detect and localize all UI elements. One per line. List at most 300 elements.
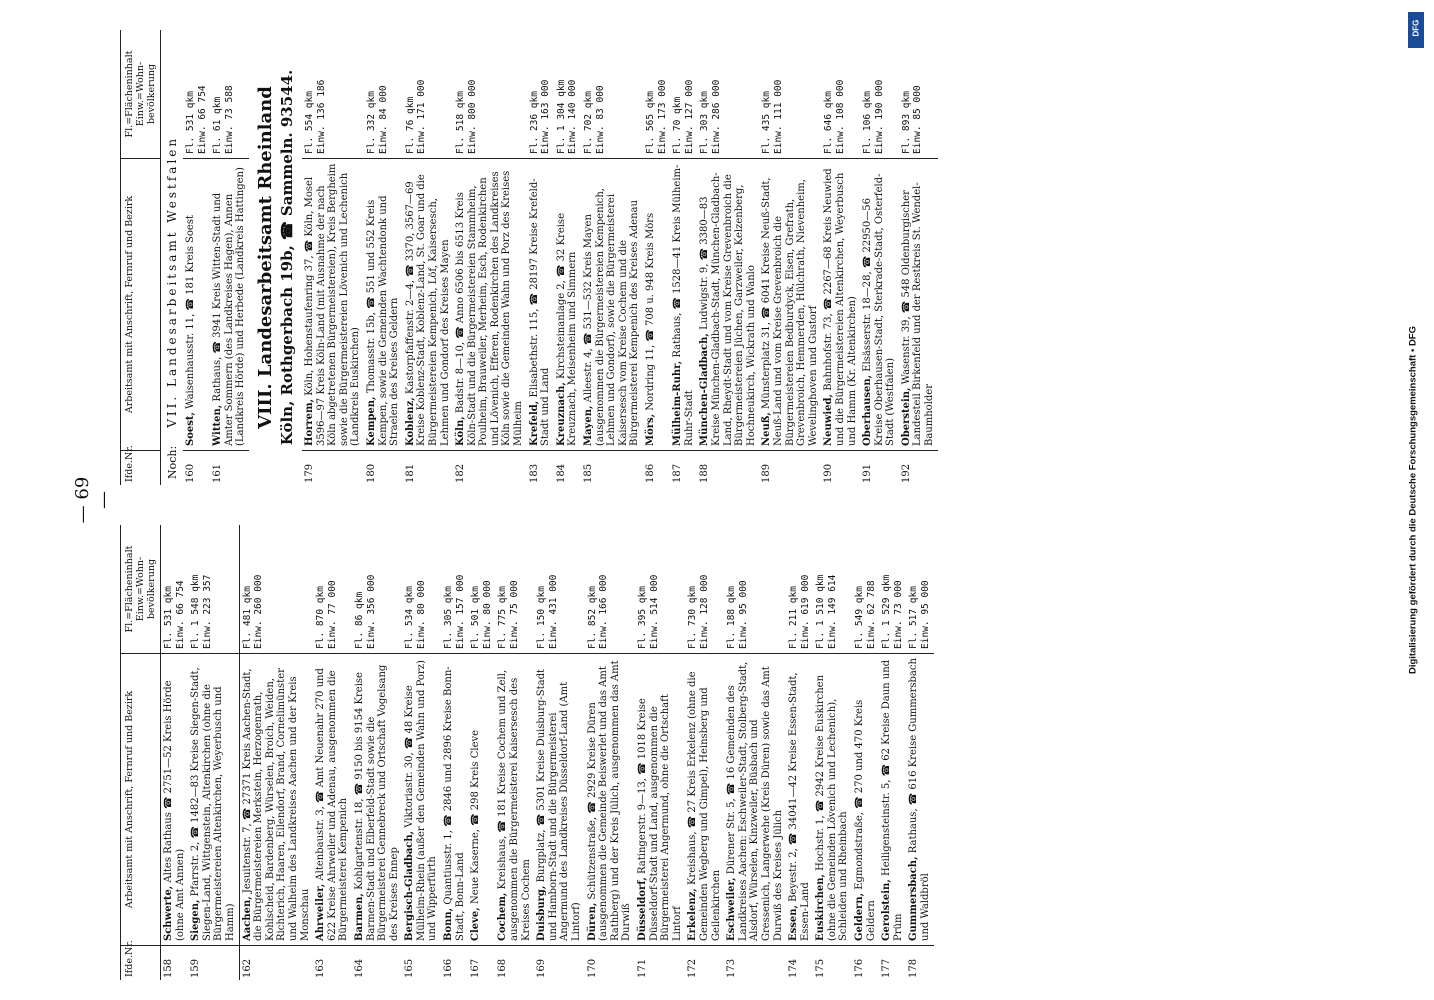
office-entry — [534, 654, 584, 946]
area-population — [527, 30, 554, 159]
office-details: Wasenstr. 39, ☎ 548 Oldenburgischer Landesteil Birkenfeld und der Restkreis St. Wendel-Baumholder — [900, 182, 936, 446]
entry-number: 191 — [862, 463, 874, 483]
area-value: Fl. 531 qkm — [163, 586, 174, 649]
dfg-logo: DFG — [1408, 12, 1424, 48]
area-population — [302, 30, 364, 159]
right-rows-rheinland — [302, 30, 938, 485]
entry-number: 162 — [241, 958, 253, 978]
office-details: Elisabethstr. 115, ☎ 28197 Kreise Krefeld-Stadt und Land — [528, 178, 552, 446]
office-entry — [813, 654, 852, 946]
office-details: Rathaus, ☎ 1528—41 Kreis Mülheim-Ruhr-Stadt — [672, 164, 695, 446]
area-value: Fl. 70 qkm — [672, 96, 684, 154]
office-entry — [759, 159, 821, 451]
table-row — [554, 30, 581, 485]
header-no: Ifde.Nr. — [124, 445, 135, 482]
table-row — [403, 30, 453, 485]
office-details: Viktoriastr. 30, ☎ 48 Kreise Mülheim-Rhein (außer den Gemeinden Wahn und Porz) und Wipperfürth — [404, 660, 439, 941]
area-value: Fl. 1 304 qkm — [555, 79, 567, 154]
right-column — [120, 30, 938, 485]
entry-number: 174 — [788, 958, 800, 978]
digitization-note: Digitalisierung gefördert durch die Deutsche Forschungsgemeinschaft • DFG — [1407, 325, 1419, 675]
area-population — [685, 525, 724, 654]
office-name: Mörs, — [645, 413, 656, 446]
area-value: Fl. 517 qkm — [908, 586, 920, 649]
office-name: Kreuznach, — [555, 382, 567, 446]
office-entry — [554, 159, 581, 451]
entry-number: 190 — [823, 463, 835, 483]
office-entry — [403, 159, 453, 451]
area-population — [313, 525, 352, 654]
area-population — [581, 30, 643, 159]
table-row — [860, 30, 899, 485]
population-value: Einw. 800 000 — [466, 79, 478, 154]
table-row — [313, 525, 352, 980]
area-population — [670, 30, 697, 159]
office-name: Aachen, — [241, 896, 253, 941]
office-entry — [906, 654, 933, 946]
office-entry — [643, 159, 670, 451]
area-population — [635, 525, 685, 654]
area-population — [402, 525, 441, 654]
table-row — [786, 525, 813, 980]
population-value: Einw. 77 000 — [326, 580, 338, 649]
office-details: Köln, Hohenstaufenring 37, ☎ Köln, Mosel 3596—97 Kreis Köln-Land (mit Ausnahme der nach Köln abgetretenen Bürgermeistereien), Kreis Bergheim sowie die Bürgermeistereien Lövenich und Lechenich (Landkreis Euskirchen) — [303, 163, 362, 446]
office-entry — [899, 159, 938, 451]
header-area: Fl.=Flächeninhalt Einw.=Wohn-bevölkerung — [121, 525, 160, 654]
office-entry — [670, 159, 697, 451]
office-details: Münsterplatz 31, ☎ 6041 Kreise Neuß-Stadt, Neuß-Land und vom Kreise Grevenbroich die Bürgermeistereien Bedburdyck, Elsen, Grefrath, Grevenbroich, Hemmerden, Hülchrath, Nievenheim, Wevelinghoven und Gustorf — [761, 177, 819, 446]
area-population — [210, 30, 249, 159]
table-row — [534, 525, 584, 980]
table-row — [210, 30, 249, 485]
area-value: Fl. 332 qkm — [365, 91, 377, 154]
office-entry — [313, 654, 352, 946]
entry-number: 165 — [404, 958, 416, 978]
area-population — [906, 525, 933, 654]
office-details: Altenbaustr. 3, ☎ Amt Neuenahr 270 und 622 Kreise Ahrweiler und Adenau, ausgenommen die Bürgermeisterei Kempenich — [315, 668, 350, 941]
office-entry — [821, 159, 860, 451]
area-value: Fl. 188 qkm — [726, 586, 738, 649]
table-row — [468, 525, 495, 980]
office-details: Neue Kaserne, ☎ 298 Kreis Cleve — [470, 729, 482, 908]
office-entry — [495, 654, 534, 946]
entry-number: 175 — [815, 958, 827, 978]
office-entry — [210, 159, 249, 451]
area-population — [534, 525, 584, 654]
office-details: Kastorpfaffenstr. 2—4, ☎ 3370, 3567—69 Kreise Koblenz-Stadt, Koblenz-Land, St. Goar und die Bürgermeistereien Kempenich, Löf, Kaisersesch, Lehmen und Gondorf des Kreises Mayen — [404, 174, 451, 446]
population-value: Einw. 66 754 — [174, 580, 186, 649]
office-name: Soest, — [185, 412, 196, 446]
header-office: Arbeitsamt mit Anschrift, Fernruf und Bezirk — [121, 654, 160, 946]
entry-number: 160 — [185, 463, 196, 483]
office-name: Cochem, — [497, 892, 509, 941]
table-row — [364, 30, 403, 485]
population-value: Einw. 75 000 — [509, 580, 521, 649]
entry-number: 183 — [528, 463, 540, 483]
table-row — [183, 30, 210, 485]
table-row — [581, 30, 643, 485]
section-vii-heading — [161, 30, 183, 485]
area-value: Fl. 501 qkm — [470, 586, 482, 649]
area-value: Fl. 1 510 qkm — [815, 574, 827, 649]
table-row — [879, 525, 906, 980]
right-rows-west — [183, 30, 249, 485]
office-details: Dürener Str. 5, ☎ 16 Gemeinden des Landkreises Aachen: Eschweiler-Stadt, Stolberg-Stadt, Alsdorf, Würselen, Kinzweiler, Büsbach und Gressenich, Langerwehe (Kreis Düren) sowie das Amt Durwiß des Kreises Jülich — [726, 661, 784, 941]
population-value: Einw. 514 000 — [648, 574, 660, 649]
office-name: Krefeld, — [528, 400, 540, 446]
table-row — [188, 525, 238, 980]
table-row — [240, 525, 314, 980]
office-details: Kohlgartenstr. 18, ☎ 9150 bis 9154 Kreise Barmen-Stadt und Elberfeld-Stadt sowie die Bürgermeisterei Gennebreck und Ortschaft Vogelsang des Kreises Ennep — [353, 664, 400, 941]
table-row — [402, 525, 441, 980]
area-population — [364, 30, 403, 159]
population-value: Einw. 173 000 — [656, 79, 668, 154]
office-name: Düren, — [586, 902, 598, 941]
table-row — [813, 525, 852, 980]
office-name: Duisburg, — [536, 885, 548, 941]
area-value: Fl. 531 qkm — [185, 91, 196, 154]
section-viii-title: VIII. Landesarbeitsamt Rheinland — [254, 86, 276, 429]
population-value: Einw. 140 000 — [567, 79, 579, 154]
population-value: Einw. 190 000 — [873, 79, 885, 154]
entry-number: 168 — [497, 958, 509, 978]
area-value: Fl. 554 qkm — [303, 91, 315, 154]
population-value: Einw. 73 588 — [223, 85, 235, 154]
entry-number: 178 — [908, 958, 920, 978]
table-row — [821, 30, 860, 485]
area-value: Fl. 702 qkm — [583, 91, 595, 154]
office-name: Kempen, — [365, 396, 377, 446]
office-name: Mayen, — [583, 405, 595, 446]
area-value: Fl. 481 qkm — [241, 586, 253, 649]
left-rows-west — [161, 525, 239, 980]
entry-number: 166 — [443, 958, 455, 978]
office-entry — [585, 654, 635, 946]
area-value: Fl. 852 qkm — [586, 586, 598, 649]
area-value: Fl. 106 qkm — [862, 91, 874, 154]
population-value: Einw. 127 000 — [683, 79, 695, 154]
area-value: Fl. 303 qkm — [699, 91, 711, 154]
population-value: Einw. 223 357 — [201, 574, 213, 649]
office-entry — [685, 654, 724, 946]
entry-number: 167 — [470, 958, 482, 978]
entry-number: 161 — [212, 463, 224, 483]
area-population — [899, 30, 938, 159]
office-details: Egmondstraße, ☎ 270 und 470 Kreis Geldern — [854, 699, 877, 941]
entry-number: 177 — [881, 958, 893, 978]
area-value: Fl. 870 qkm — [315, 586, 327, 649]
entry-number: 185 — [583, 463, 595, 483]
area-value: Fl. 893 qkm — [900, 91, 912, 154]
population-value: Einw. 619 000 — [799, 574, 811, 649]
area-population — [403, 30, 453, 159]
population-value: Einw. 95 000 — [920, 580, 932, 649]
entry-number: 189 — [761, 463, 773, 483]
area-value: Fl. 61 qkm — [212, 96, 224, 154]
office-details: Waisenhausstr. 11, ☎ 181 Kreis Soest — [185, 215, 196, 413]
office-details: Badstr. 8—10, ☎ Anno 6506 bis 6513 Kreis Köln-Stadt und die Bürgermeistereien Stammheim, Poulheim, Brauweiler, Merheim, Esch, Rodenkirchen und Lövenich, Efferen, Rodenkirchen des Landkreises Köln sowie die Gemeinden Wahn und Porz des Kreises Mülheim — [455, 170, 525, 446]
office-entry — [240, 654, 314, 946]
population-value: Einw. 85 000 — [912, 85, 924, 154]
office-entry — [786, 654, 813, 946]
area-population — [643, 30, 670, 159]
population-value: Einw. 62 788 — [865, 580, 877, 649]
entry-number: 164 — [353, 958, 365, 978]
entry-number: 163 — [315, 958, 327, 978]
entry-number: 188 — [699, 463, 711, 483]
office-entry — [852, 654, 879, 946]
office-details: Kirchsteinanlage 2, ☎ 32 Kreise Kreuznach, Meisenheim und Simmern — [555, 213, 579, 446]
area-population — [554, 30, 581, 159]
table-row — [453, 30, 527, 485]
office-name: Mülheim-Ruhr, — [672, 360, 684, 446]
population-value: Einw. 128 000 — [698, 574, 710, 649]
office-entry — [352, 654, 402, 946]
office-name: Neuwied, — [823, 393, 835, 446]
population-value: Einw. 260 000 — [253, 574, 265, 649]
office-name: Horrem, — [303, 398, 315, 446]
area-value: Fl. 534 qkm — [404, 586, 416, 649]
office-name: Eschweiler, — [726, 877, 738, 941]
entry-number: 158 — [163, 958, 174, 978]
office-entry — [453, 159, 527, 451]
office-name: Gummersbach, — [908, 856, 920, 941]
area-population — [495, 525, 534, 654]
area-value: Fl. 395 qkm — [636, 586, 648, 649]
office-name: Neuß, — [761, 412, 773, 446]
entry-number: 172 — [687, 958, 699, 978]
office-name: Euskirchen, — [815, 874, 827, 941]
population-value: Einw. 66 754 — [196, 85, 208, 154]
area-value: Fl. 775 qkm — [497, 586, 509, 649]
population-value: Einw. 157 000 — [454, 574, 466, 649]
office-entry — [402, 654, 441, 946]
area-population — [585, 525, 635, 654]
table-row — [635, 525, 685, 980]
area-population — [183, 30, 210, 159]
office-name: Cleve, — [470, 907, 482, 941]
office-name: Barmen, — [353, 893, 365, 941]
area-population — [786, 525, 813, 654]
table-row — [302, 30, 364, 485]
left-rows-rheinland — [240, 525, 934, 980]
office-details: Altes Rathaus ☎ 2751—52 Kreis Hörde (ohne Amt Annen) — [163, 680, 186, 941]
entry-number: 181 — [404, 463, 416, 483]
office-name: Gerolstein, — [881, 879, 893, 941]
area-value: Fl. 305 qkm — [443, 586, 455, 649]
area-value: Fl. 150 qkm — [536, 586, 548, 649]
entry-number: 187 — [672, 463, 684, 483]
table-header — [120, 525, 161, 980]
office-details: Burgplatz, ☎ 5301 Kreise Duisburg-Stadt und Hamborn-Stadt und die Bürgermeisterei Angermund des Landkreises Düsseldorf-Land (Amt Lintorf) — [536, 668, 582, 941]
office-details: Kreishaus, ☎ 181 Kreise Cochem und Zell, ausgenommen die Bürgermeisterei Kaisersesch des Kreises Cochem — [497, 669, 532, 941]
area-population — [821, 30, 860, 159]
entry-number: 186 — [645, 463, 656, 483]
office-details: Ratingerstr. 9—13, ☎ 1018 Kreise Düsseldorf-Stadt und Land, ausgenommen die Bürgermeisterei Angermund, ohne die Ortschaft Lintorf — [636, 694, 683, 941]
area-value: Fl. 549 qkm — [854, 586, 866, 649]
population-value: Einw. 136 186 — [315, 79, 327, 154]
office-details: Nordring 11, ☎ 708 u. 948 Kreis Mörs — [645, 212, 656, 414]
population-value: Einw. 171 000 — [416, 79, 428, 154]
area-value: Fl. 565 qkm — [645, 91, 656, 154]
table-row — [899, 30, 938, 485]
entry-number: 170 — [586, 958, 598, 978]
area-value: Fl. 435 qkm — [761, 91, 773, 154]
office-details: Bahnhofstr. 73, ☎ 2267—68 Kreis Neuwied und die Bürgermeistereien Altenkirchen, Weyerbusch und Hamm (Kr. Altenkirchen) — [823, 168, 858, 446]
entry-number: 169 — [536, 958, 548, 978]
office-details: Rathaus, ☎ 616 Kreise Gummersbach und Waldbröl — [908, 658, 932, 941]
office-name: Köln, — [455, 416, 467, 446]
table-row — [495, 525, 534, 980]
office-details: Hochstr. 1, ☎ 2942 Kreise Euskirchen (ohne die Gemeinden Lövenich und Lechenich), Schleiden und Rheinbach — [815, 674, 850, 941]
office-name: Witten, — [212, 404, 224, 446]
office-details: Thomasstr. 15b, ☎ 551 und 552 Kreis Kempen, sowie die Gemeinden Wachtendonk und Straelen des Kreises Geldern — [365, 195, 401, 446]
table-row — [724, 525, 786, 980]
population-value: Einw. 83 000 — [594, 85, 606, 154]
population-value: Einw. 356 000 — [365, 574, 377, 649]
office-details: Schützenstraße, ☎ 2929 Kreise Düren (ausgenommen die Gemeinde Beiswerlet und das Amt Rathberg) und der Kreis Jülich, ausgenommen das Amt Durwiß — [586, 660, 633, 941]
area-value: Fl. 86 qkm — [353, 591, 365, 649]
office-entry — [581, 159, 643, 451]
office-details: Jesuitenstr. 7, ☎ 27371 Kreis Aachen-Stadt, die Bürgermeistereien Merkstein, Herzogenrath, Kohlscheid, Bardenberg, Würselen, Broich, Weiden, Richterich, Haaren, Eilendorf, Brand, Cornelimünster und Walheim des Landkreises Aachen und der Kreis Monschau — [241, 668, 311, 941]
population-value: Einw. 431 000 — [547, 574, 559, 649]
area-population — [879, 525, 906, 654]
table-row — [441, 525, 468, 980]
office-entry — [724, 654, 786, 946]
office-details: Pfarrstr. 2, ☎ 1482—83 Kreise Siegen-Stadt, Siegen-Land, Wittgenstein, Altenkirchen (ohne die Bürgermeistereien Altenkirchen, Weyerbusch und Hamm) — [190, 667, 236, 941]
office-entry — [183, 159, 210, 451]
office-details: Kreishaus, ☎ 27 Kreis Erkelenz (ohne die Gemeinden Wegberg und Gimpel), Heinsberg und Geilenkirchen — [687, 671, 722, 941]
office-entry — [860, 159, 899, 451]
area-value: Fl. 211 qkm — [788, 586, 800, 649]
office-name: Düsseldorf, — [636, 877, 648, 941]
office-name: Bonn, — [443, 907, 455, 941]
office-entry — [879, 654, 906, 946]
office-entry — [441, 654, 468, 946]
office-name: Geldern, — [854, 892, 866, 941]
population-value: Einw. 95 000 — [737, 580, 749, 649]
population-value: Einw. 149 614 — [826, 574, 838, 649]
office-name: Erkelenz, — [687, 888, 699, 941]
entry-number: 180 — [365, 463, 377, 483]
area-population — [813, 525, 852, 654]
area-value: Fl. 1 548 qkm — [190, 574, 202, 649]
entry-number: 171 — [636, 958, 648, 978]
table-row — [852, 525, 879, 980]
office-details: Rathaus, ☎ 3941 Kreis Witten-Stadt und Amter Sommern (des Landkreises Hagen), Annen (Landkreis Hörde) und Herbede (Landkreis Hattingen) — [212, 167, 247, 446]
table-row — [906, 525, 933, 980]
entry-number: 182 — [455, 463, 467, 483]
office-entry — [635, 654, 685, 946]
header-office: Arbeitsamt mit Anschrift, Fernruf und Bezirk — [121, 159, 160, 451]
area-value: Fl. 730 qkm — [687, 586, 699, 649]
entry-number: 192 — [900, 463, 912, 483]
area-population — [724, 525, 786, 654]
office-name: Oberhausen, — [862, 374, 874, 446]
office-entry — [364, 159, 403, 451]
area-population — [352, 525, 402, 654]
table-row — [352, 525, 402, 980]
office-details: Ludwigstr. 9, ☎ 3380—83 Kreise München-Gladbach-Stadt, München-Gladbach-Land, Rheydt-Stadt und vom Kreise Grevenbroich die Bürgermeistereien Jüchen, Garzweiler, Kelzenberg, Hochneukirch, Wickrath und Wanlo — [699, 172, 757, 446]
office-details: Quantiusstr. 1, ☎ 2846 und 2896 Kreise Bonn-Stadt, Bonn-Land — [443, 666, 466, 941]
area-population — [188, 525, 238, 654]
population-value: Einw. 166 000 — [598, 574, 610, 649]
entry-number: 184 — [555, 463, 567, 483]
office-name: Schwerte, — [163, 885, 174, 941]
office-name: Ahrweiler, — [315, 883, 327, 941]
office-entry — [697, 159, 759, 451]
area-population — [852, 525, 879, 654]
entry-number: 176 — [854, 958, 866, 978]
office-entry — [468, 654, 495, 946]
office-name: München-Gladbach, — [699, 333, 711, 446]
area-population — [759, 30, 821, 159]
header-area: Fl.=Flächeninhalt Einw.=Wohn-bevölkerung — [121, 30, 160, 159]
population-value: Einw. 108 000 — [834, 79, 846, 154]
population-value: Einw. 163 000 — [540, 79, 552, 154]
area-value: Fl. 518 qkm — [455, 91, 467, 154]
office-entry — [161, 654, 188, 946]
office-details: Beyestr. 2, ☎ 34041—42 Kreise Essen-Stadt, Essen-Land — [788, 672, 811, 941]
office-details: Elsässerstr. 18—28, ☎ 22950—56 Kreise Oberhausen-Stadt, Sterkrade-Stadt, Osterfeld-Stadt (Westfalen) — [862, 173, 897, 446]
office-name: Bergisch-Gladbach, — [404, 830, 416, 941]
area-value: Fl. 236 qkm — [528, 91, 540, 154]
table-row — [643, 30, 670, 485]
table-row — [759, 30, 821, 485]
table-row — [670, 30, 697, 485]
table-row — [585, 525, 635, 980]
page-number: — 69 — — [72, 476, 114, 524]
area-value: Fl. 1 529 qkm — [881, 574, 893, 649]
side-margin — [1408, 12, 1430, 988]
office-name: Siegen, — [190, 899, 202, 941]
table-row — [527, 30, 554, 485]
area-population — [161, 525, 188, 654]
table-row — [685, 525, 724, 980]
section-vii-title: VII. Landesarbeitsamt Westfalen — [165, 135, 179, 428]
area-population — [860, 30, 899, 159]
population-value: Einw. 286 000 — [710, 79, 722, 154]
table-header — [120, 30, 161, 485]
population-value: Einw. 80 000 — [415, 580, 427, 649]
entry-number: 179 — [303, 463, 315, 483]
office-name: Oberstein, — [900, 387, 912, 446]
population-value: Einw. 73 000 — [892, 580, 904, 649]
table-row — [161, 525, 188, 980]
office-details: Alleestr. 4, ☎ 531—532 Kreis Mayen (ausgenommen die Bürgermeistereien Kempenich, Lehmen und Gondorf), sowie die Bürgermeisterei Kaisersesch vom Kreise Cochem und die Bürgermeisterei Kempenich des Kreises Adenau — [583, 188, 641, 446]
left-column — [120, 525, 934, 980]
area-population — [453, 30, 527, 159]
area-population — [240, 525, 314, 654]
area-value: Fl. 76 qkm — [404, 96, 416, 154]
area-population — [441, 525, 468, 654]
office-details: Heiligensteinstr. 5, ☎ 62 Kreise Daun und Prüm — [881, 659, 904, 941]
office-entry — [302, 159, 364, 451]
header-no: Ifde.Nr. — [124, 940, 135, 977]
area-population — [697, 30, 759, 159]
area-population — [468, 525, 495, 654]
area-value: Fl. 646 qkm — [823, 91, 835, 154]
office-entry — [527, 159, 554, 451]
population-value: Einw. 84 000 — [377, 85, 389, 154]
population-value: Einw. 80 000 — [481, 580, 493, 649]
entry-number: 159 — [190, 958, 202, 978]
section-viii-address: Köln, Rothgerbach 19b, ☎ Sammeln. 93544. — [277, 69, 296, 446]
office-entry — [188, 654, 238, 946]
noch-label: Noch: — [166, 445, 179, 479]
population-value: Einw. 111 000 — [772, 79, 784, 154]
office-name: Koblenz, — [404, 397, 416, 446]
